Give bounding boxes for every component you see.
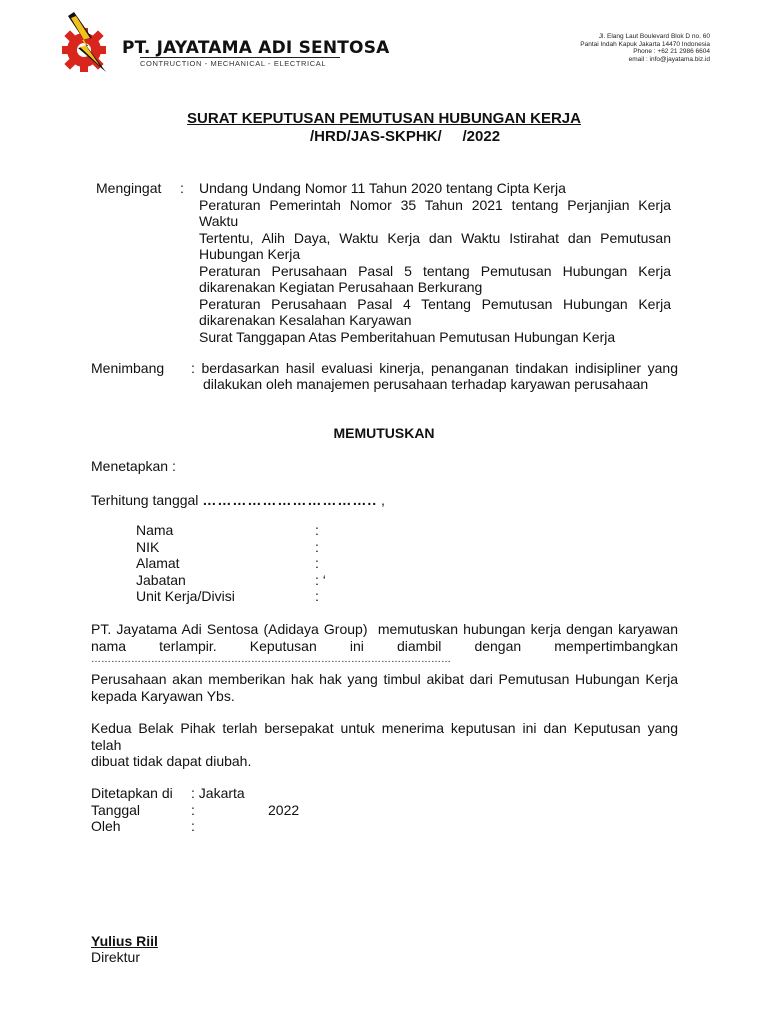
- field-colon: :: [315, 588, 319, 604]
- address-line: Phone : +62 21 2986 6604: [633, 48, 710, 56]
- signatory-name: Yulius Riil: [91, 933, 158, 949]
- menimbang-label: Menimbang: [91, 360, 165, 376]
- terhitung-line: [91, 492, 385, 509]
- mengingat-colon: :: [180, 180, 184, 196]
- document-number: /HRD/JAS-SKPHK/ /2022: [310, 128, 501, 145]
- address-line: Pantai Indah Kapuk Jakarta 14470 Indonesia: [580, 40, 710, 48]
- mengingat-list: [199, 180, 671, 345]
- company-name: PT. JAYATAMA ADI SENTOSA: [122, 38, 390, 58]
- field-label-nik: NIK: [136, 538, 160, 555]
- mengingat-line: Surat Tanggapan Atas Pemberitahuan Pemutusan Hubungan Kerja: [199, 328, 616, 345]
- paragraph-line: kepada Karyawan Ybs.: [91, 687, 235, 704]
- menimbang-line: : berdasarkan hasil evaluasi kinerja, penanganan tindakan indisipliner yang: [191, 360, 678, 376]
- paragraph-rights: [91, 671, 678, 704]
- closing-row: [91, 785, 391, 802]
- mengingat-label: Mengingat: [96, 180, 162, 196]
- field-colon: :: [315, 555, 319, 571]
- ditetapkan-value: : Jakarta: [191, 785, 245, 801]
- address-line: email : info@jayatama.biz.id: [628, 55, 710, 63]
- terhitung-date-blank: ……………………………..: [202, 492, 378, 508]
- address-line: Jl. Elang Laut Boulevard Blok D no. 60: [598, 33, 710, 40]
- mengingat-line: dikarenakan Kegiatan Perusahaan Berkurang: [199, 279, 483, 295]
- oleh-colon: :: [191, 818, 195, 834]
- mengingat-line: Peraturan Perusahaan Pasal 5 tentang Pemutusan Hubungan Kerja: [199, 262, 671, 279]
- tanggal-year: 2022: [268, 801, 300, 818]
- paragraph-line: Perusahaan akan memberikan hak hak yang timbul akibat dari Pemutusan Hubungan Kerja: [91, 671, 678, 687]
- mengingat-line: Tertentu, Alih Daya, Waktu Kerja dan Waktu Istirahat dan Pemutusan: [199, 229, 671, 246]
- field-row: [136, 555, 396, 572]
- oleh-label: Oleh: [91, 818, 121, 834]
- closing-row: [91, 818, 391, 835]
- company-tagline: CONTRUCTION - MECHANICAL - ELECTRICAL: [140, 57, 340, 68]
- document-title: [0, 110, 768, 127]
- mengingat-line: Undang Undang Nomor 11 Tahun 2020 tentang Cipta Kerja: [199, 180, 566, 196]
- mengingat-line: Hubungan Kerja: [199, 246, 301, 262]
- tanggal-label: Tanggal: [91, 801, 141, 818]
- paragraph-dots: ………………………………………………………………………………………………: [91, 654, 451, 665]
- paragraph-line: dibuat tidak dapat diubah.: [91, 753, 252, 769]
- closing-row: [91, 802, 391, 819]
- field-row: [136, 588, 396, 605]
- terhitung-label: Terhitung tanggal: [91, 492, 199, 508]
- paragraph-decision: [91, 621, 678, 666]
- field-label-unit: Unit Kerja/Divisi: [136, 588, 235, 604]
- paragraph-line: Kedua Belak Pihak terlah bersepakat untuk menerima keputusan ini dan Keputusan yang telah: [91, 720, 678, 753]
- field-label-nama: Nama: [136, 522, 174, 538]
- menimbang-line: dilakukan oleh manajemen perusahaan terhadap karyawan perusahaan: [203, 376, 649, 392]
- mengingat-line: Peraturan Pemerintah Nomor 35 Tahun 2021 tentang Perjanjian Kerja Waktu: [199, 196, 671, 229]
- ditetapkan-label: Ditetapkan di: [91, 785, 173, 801]
- tanggal-colon: :: [191, 801, 195, 818]
- field-label-jabatan: Jabatan: [136, 571, 186, 588]
- field-colon: :: [315, 522, 319, 538]
- memutuskan-heading: MEMUTUSKAN: [333, 425, 435, 441]
- paragraph-line: nama terlampir. Keputusan ini diambil dengan mempertimbangkan: [91, 637, 678, 654]
- mengingat-line: dikarenakan Kesalahan Karyawan: [199, 312, 412, 328]
- company-address: [450, 33, 710, 63]
- paragraph-agreement: [91, 720, 678, 770]
- paragraph-line: PT. Jayatama Adi Sentosa (Adidaya Group) memutuskan hubungan kerja dengan karyawan: [91, 621, 678, 637]
- field-row: [136, 572, 396, 589]
- signatory-position: Direktur: [91, 949, 141, 965]
- field-colon: :: [315, 538, 319, 555]
- mengingat-line: Peraturan Perusahaan Pasal 4 Tentang Pemutusan Hubungan Kerja: [199, 295, 671, 312]
- menetapkan-label: Menetapkan :: [91, 458, 176, 474]
- terhitung-suffix: ,: [377, 492, 385, 508]
- closing-block: [91, 785, 391, 835]
- document-title-text: SURAT KEPUTUSAN PEMUTUSAN HUBUNGAN KERJA: [187, 110, 581, 127]
- field-colon: : ‘: [315, 571, 326, 588]
- field-row: [136, 522, 396, 539]
- field-label-alamat: Alamat: [136, 555, 180, 571]
- field-row: [136, 539, 396, 556]
- company-logo: [52, 10, 120, 82]
- employee-fields: [136, 522, 396, 605]
